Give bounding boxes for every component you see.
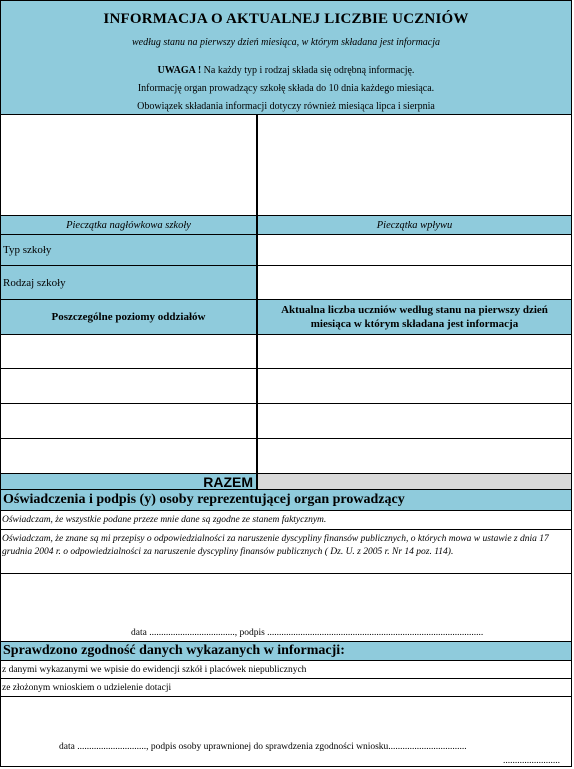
- receipt-stamp-caption: Pieczątka wpływu: [258, 216, 571, 235]
- level-cell-2[interactable]: [1, 369, 258, 404]
- verification-signature-line-2: ........................: [503, 756, 560, 766]
- level-cell-3[interactable]: [1, 404, 258, 439]
- declaration-statement-2: Oświadczam, że znane są mi przepisy o odpowiedzialności za naruszenie dyscypliny finansów publicznych, o których mowa w ustawie z dnia 17 grudnia 2004 r. o odpowiedzialności za naruszenie dyscypliny finansów publicznych ( Dz. U. z 2005 r. Nr 14 poz. 114).: [1, 530, 571, 574]
- warning-text: Na każdy typ i rodzaj składa się odrębną informację.: [201, 65, 415, 76]
- total-label: RAZEM: [1, 474, 258, 490]
- school-stamp-caption: Pieczątka nagłówkowa szkoły: [1, 216, 258, 235]
- count-cell-2[interactable]: [258, 369, 571, 404]
- school-kind-field[interactable]: [258, 266, 571, 300]
- school-stamp-area[interactable]: [1, 115, 258, 216]
- verification-item-1: z danymi wykazanymi we wpisie do ewidencji szkół i placówek niepublicznych: [1, 661, 571, 679]
- receipt-stamp-area[interactable]: [258, 115, 571, 216]
- declaration-signature-line: data ...................................., podpis ...........................................................................................: [131, 628, 484, 638]
- level-cell-1[interactable]: [1, 335, 258, 369]
- count-cell-4[interactable]: [258, 439, 571, 474]
- school-type-label: Typ szkoły: [1, 235, 258, 266]
- verification-signature-line: data ............................., podpis osoby uprawnionej do sprawdzenia zgodności wniosku.................................: [59, 742, 467, 752]
- verification-signature-area[interactable]: [1, 697, 571, 766]
- declaration-signature-area[interactable]: [1, 574, 571, 642]
- students-column-header: Aktualna liczba uczniów według stanu na pierwszy dzień miesiąca w którym składana jest informacja: [258, 300, 571, 335]
- count-cell-1[interactable]: [258, 335, 571, 369]
- verification-item-2: ze złożonym wnioskiem o udzielenie dotacji: [1, 679, 571, 697]
- school-type-field[interactable]: [258, 235, 571, 266]
- verification-heading: Sprawdzono zgodność danych wykazanych w informacji:: [1, 642, 571, 661]
- declaration-statement-1: Oświadczam, że wszystkie podane przeze mnie dane są zgodne ze stanem faktycznym.: [1, 511, 571, 530]
- form-subtitle: według stanu na pierwszy dzień miesiąca, w którym składana jest informacja: [131, 37, 441, 48]
- count-cell-3[interactable]: [258, 404, 571, 439]
- warning-label: UWAGA !: [157, 65, 202, 76]
- form-header: [1, 1, 571, 115]
- level-cell-4[interactable]: [1, 439, 258, 474]
- warning-line: [1, 65, 571, 76]
- school-kind-label: Rodzaj szkoły: [1, 266, 258, 300]
- summer-line: Obowiązek składania informacji dotyczy również miesiąca lipca i sierpnia: [137, 101, 435, 112]
- form-title: INFORMACJA O AKTUALNEJ LICZBIE UCZNIÓW: [103, 11, 469, 27]
- levels-column-header: Poszczególne poziomy oddziałów: [1, 300, 258, 335]
- deadline-line: Informację organ prowadzący szkołę składa do 10 dnia każdego miesiąca.: [137, 83, 435, 94]
- total-value: [258, 474, 571, 490]
- declaration-heading: Oświadczenia i podpis (y) osoby reprezentującej organ prowadzący: [1, 490, 571, 511]
